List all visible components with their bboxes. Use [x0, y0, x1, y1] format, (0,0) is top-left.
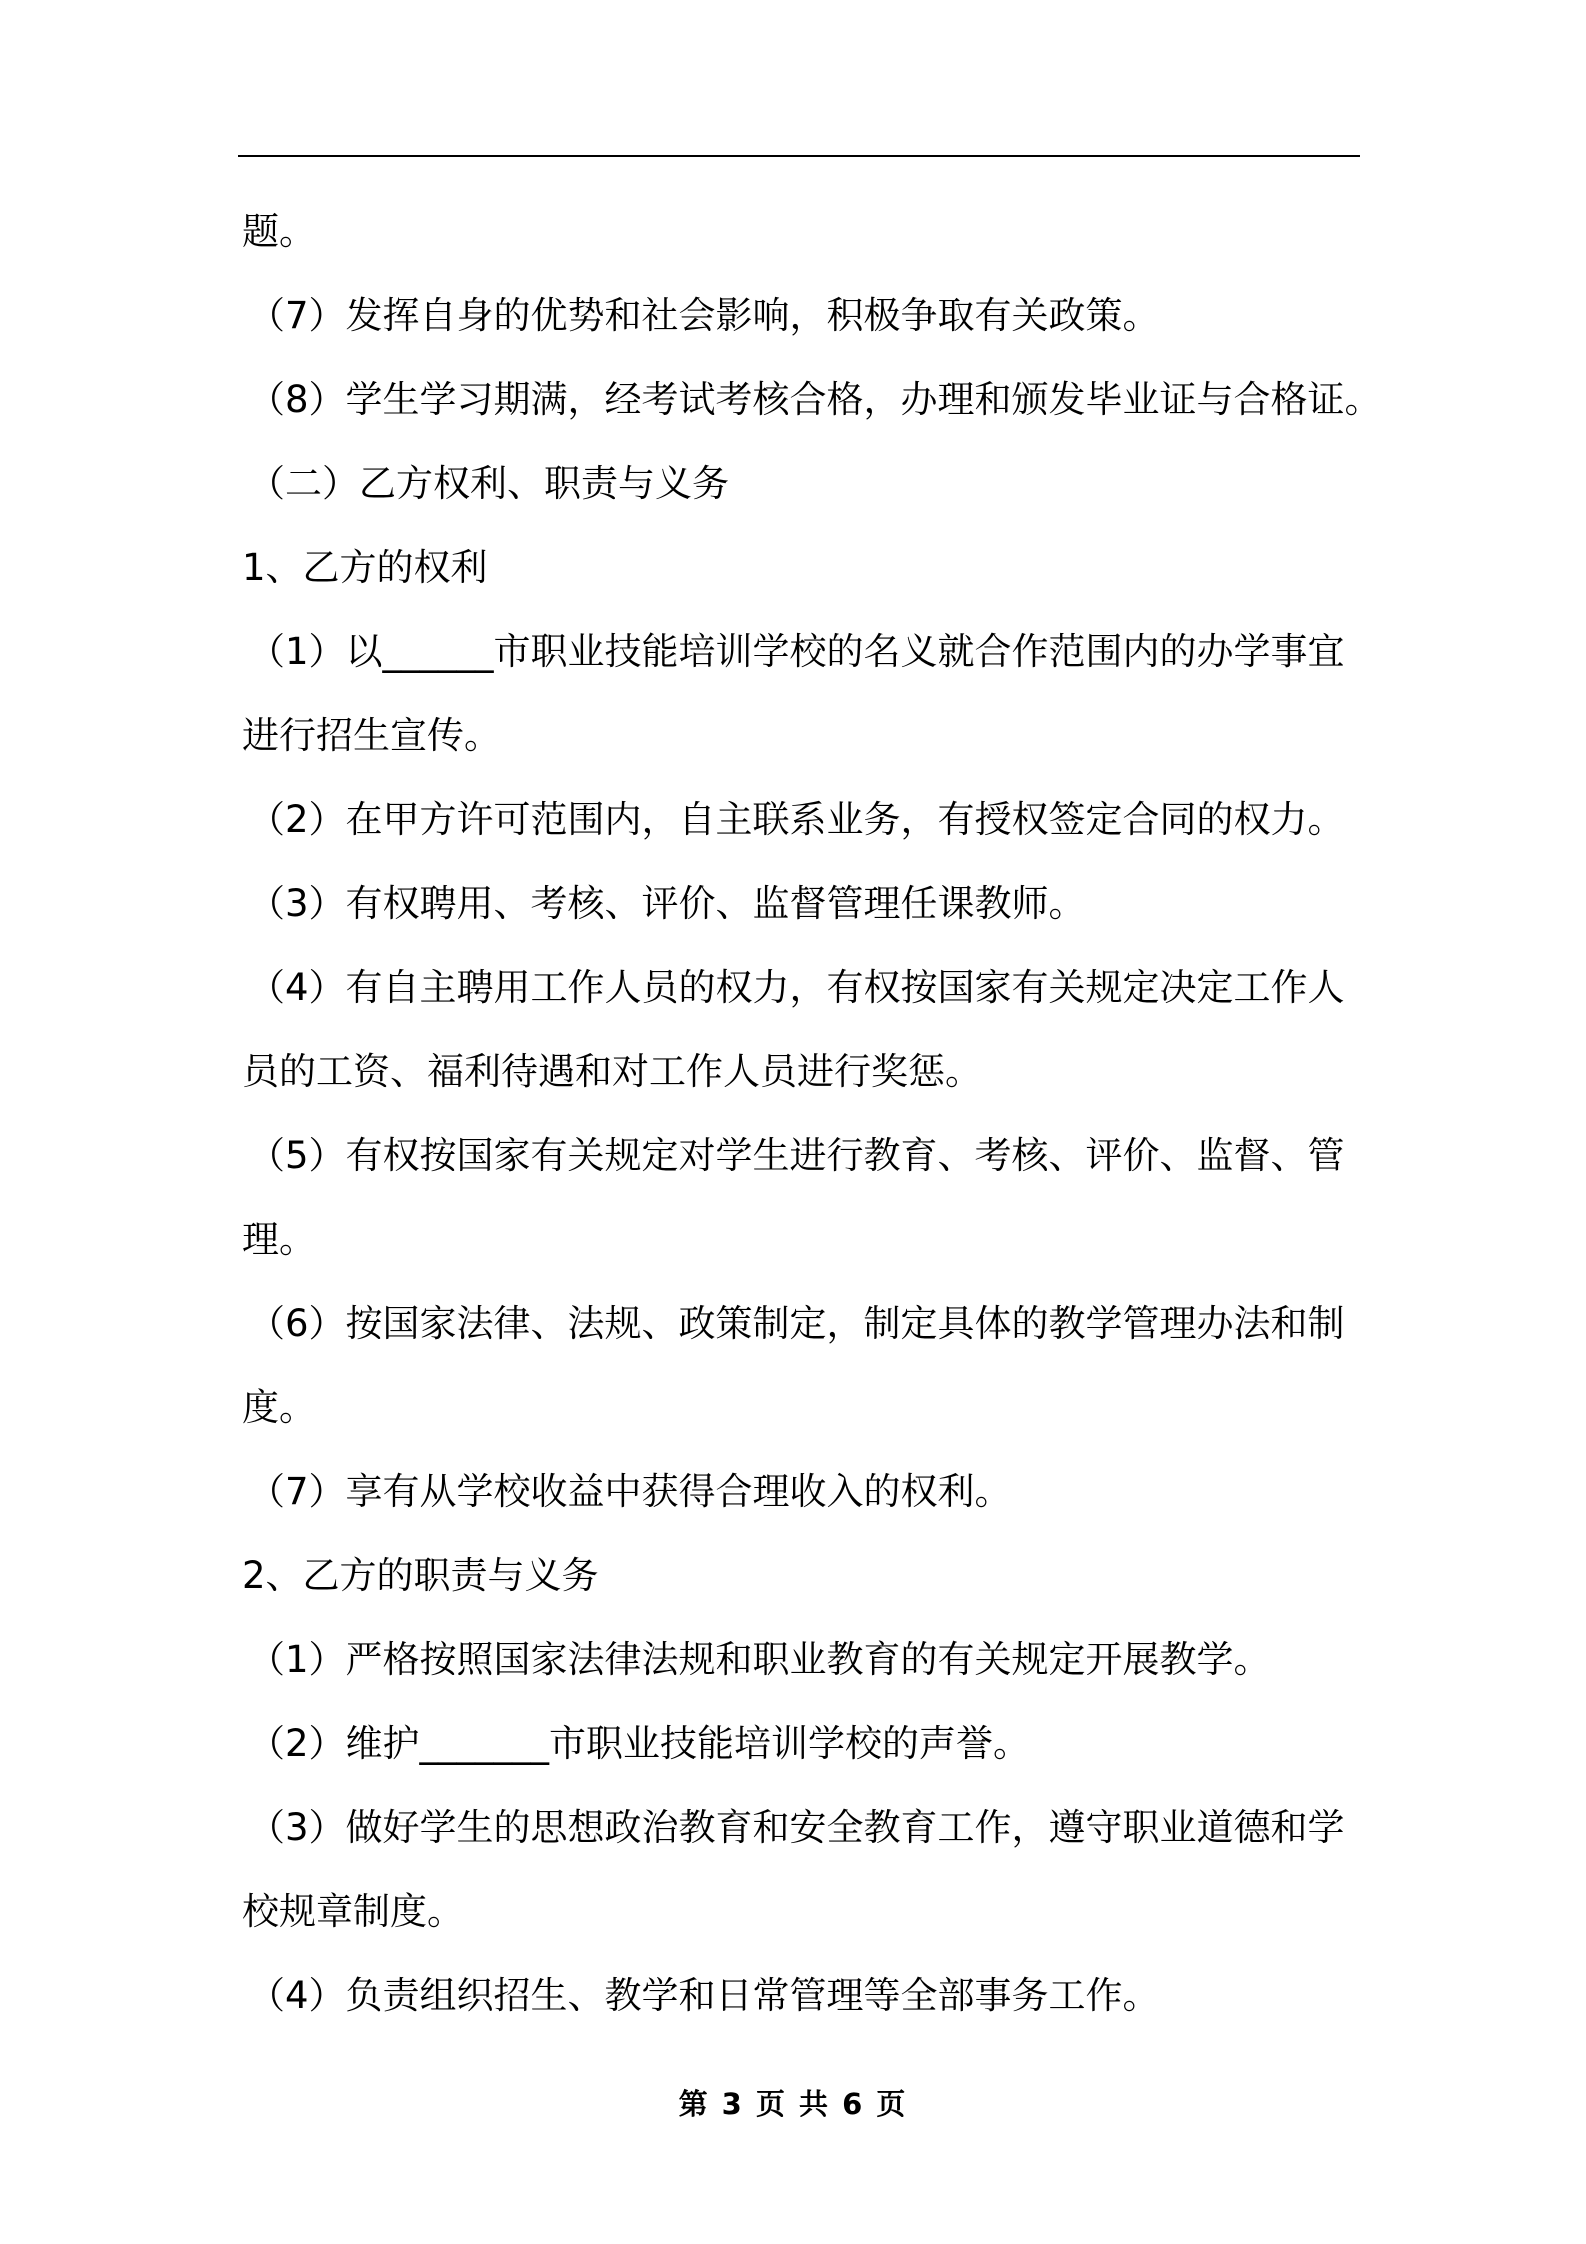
text-line: 度。 — [242, 1386, 316, 1429]
text-line: 题。 — [242, 210, 316, 253]
header-rule — [238, 155, 1360, 157]
text-line: （1）严格按照国家法律法规和职业教育的有关规定开展教学。 — [248, 1638, 1271, 1681]
text-line: 校规章制度。 — [242, 1890, 464, 1933]
text-line: （7）享有从学校收益中获得合理收入的权利。 — [248, 1470, 1012, 1513]
text-line: （8）学生学习期满，经考试考核合格，办理和颁发毕业证与合格证。 — [248, 378, 1382, 421]
text-line: （4）有自主聘用工作人员的权力，有权按国家有关规定决定工作人 — [248, 966, 1345, 1009]
text-line: 员的工资、福利待遇和对工作人员进行奖惩。 — [242, 1050, 982, 1093]
text-line: 理。 — [242, 1218, 316, 1261]
text-line: （3）做好学生的思想政治教育和安全教育工作，遵守职业道德和学 — [248, 1806, 1345, 1849]
text-line: （1）以______市职业技能培训学校的名义就合作范围内的办学事宜 — [248, 630, 1345, 673]
text-line: 进行招生宣传。 — [242, 714, 501, 757]
page-footer: 第 3 页 共 6 页 — [678, 2087, 908, 2121]
text-line: （6）按国家法律、法规、政策制定，制定具体的教学管理办法和制 — [248, 1302, 1345, 1345]
subsection-heading: 1、乙方的权利 — [242, 546, 488, 589]
text-line: （7）发挥自身的优势和社会影响，积极争取有关政策。 — [248, 294, 1160, 337]
text-line: （3）有权聘用、考核、评价、监督管理任课教师。 — [248, 882, 1086, 925]
text-line: （2）维护_______市职业技能培训学校的声誉。 — [248, 1722, 1031, 1765]
text-line: （2）在甲方许可范围内，自主联系业务，有授权签定合同的权力。 — [248, 798, 1345, 841]
document-body — [242, 190, 1382, 2038]
section-heading: （二）乙方权利、职责与义务 — [248, 462, 729, 505]
text-line: （4）负责组织招生、教学和日常管理等全部事务工作。 — [248, 1974, 1160, 2017]
subsection-heading: 2、乙方的职责与义务 — [242, 1554, 599, 1597]
text-line: （5）有权按国家有关规定对学生进行教育、考核、评价、监督、管 — [248, 1134, 1345, 1177]
